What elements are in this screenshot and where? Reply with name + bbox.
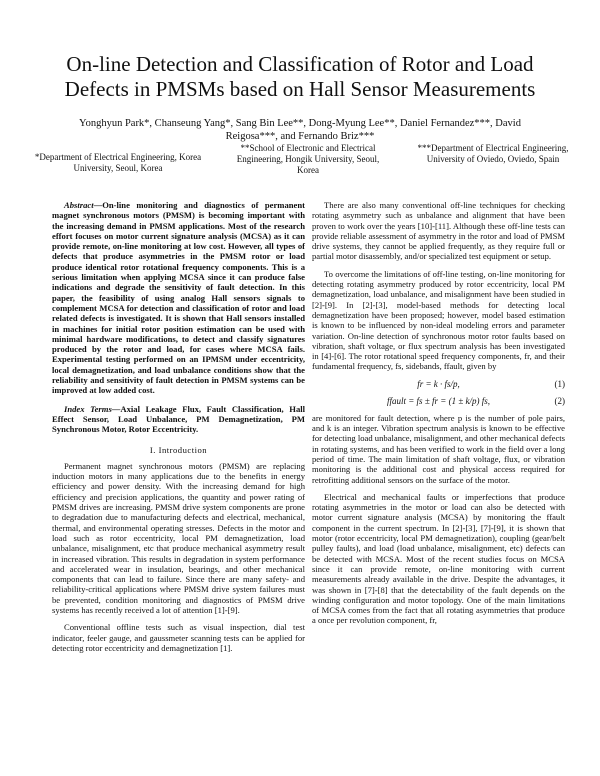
author-list: Yonghyun Park*, Chanseung Yang*, Sang Bin Lee**, Dong-Myung Lee**, Daniel Fernandez***, David Reigosa***, and Fernando Briz*** — [79, 118, 521, 142]
equation-expression: fr = k · fs/p, — [417, 378, 460, 389]
equation-2 — [312, 396, 565, 411]
equation-expression: ffault = fs ± fr = (1 ± k/p) fs, — [386, 395, 491, 406]
body-paragraph: Conventional offline tests such as visual inspection, dial test indicator, feeler gauge, and gaussmeter scanning tests can be applied for detecting rotor eccentricity and demagnetization [1]. — [52, 622, 305, 653]
affiliation-2: **School of Electronic and Electrical Engineering, Hongik University, Seoul, Korea — [236, 143, 380, 175]
equation-number: (2) — [554, 395, 565, 406]
affiliation-1: *Department of Electrical Engineering, Korea University, Seoul, Korea — [34, 152, 202, 173]
index-terms-text: Axial Leakage Flux, Fault Classification, Hall Effect Sensor, Load Unbalance, PM Demagnetization, PM Synchronous Motor, Rotor Eccentricity. — [52, 403, 306, 435]
affiliation-3: ***Department of Electrical Engineering, University of Oviedo, Oviedo, Spain — [417, 143, 569, 164]
right-column — [312, 200, 565, 633]
index-terms-lead: Index Terms— — [64, 403, 121, 414]
paper-title: On-line Detection and Classification of Rotor and Load Defects in PMSMs based on Hall Sensor Measurements — [64, 52, 536, 101]
index-terms — [52, 404, 305, 435]
left-column — [52, 200, 305, 660]
section-heading-introduction: I. Introduction — [149, 444, 208, 455]
body-paragraph: are monitored for fault detection, where p is the number of pole pairs, and k is an integer. Vibration spectrum analysis is known to be effective for detecting load unbalance, misalignment, and other mechanical defects in rotating systems, and has been verified to work in the field over a long period of time. The main limitation of shaft voltage, flux, or vibration monitoring is the additional cost and physical access required for retrofitting additional sensors on the surface of the motor. — [312, 412, 565, 485]
body-paragraph: There are also many conventional off-line techniques for checking rotating asymmetry such as unbalance and alignment that have been proven to work over the years [10]-[11]. Although these off-line tests can provide reliable assessment of asymmetry in the rotor and load of PMSM drive systems, they cannot be applied frequently, as they require full or partial motor disassembly, and/or specialized test equipment or setup. — [312, 200, 565, 262]
abstract-text: On-line monitoring and diagnostics of permanent magnet synchronous motors (PMSM) is becoming important with the increasing demand in PMSM applications. Most of the research effort focuses on motor current signature analysis (MCSA) as it can provide remote, on-line monitoring at low cost. However, all types of defects that produce asymmetries in the PMSM rotor or load produce identical rotor rotational frequency components. This is a serious limitation when applying MCSA since it can produce false indications and degrade the sensitivity of fault detection. In this paper, the feasibility of using analog Hall sensors signals to complement MCSA for detection and classification of rotor and load related defects is investigated. It is shown that Hall sensors installed in machines for initial rotor position estimation can be used with minimal hardware modifications, to detect and classify signatures produced by the rotor and load, for cases where MCSA fails. Experimental testing performed on an IPMSM under eccentricity, local demagnetization, and load unbalance conditions show that the reliability and sensitivity of fault detection in PMSM systems can be improved at low added cost. — [52, 200, 305, 396]
body-paragraph: To overcome the limitations of off-line testing, on-line monitoring for detecting rotating asymmetry produced by rotor eccentricity, local PM demagnetization, load unbalance, and misalignment have been studied in [2]-[9]. In [2]-[3], model-based methods for detecting local demagnetization have been proposed; however, model based estimation is known to be influenced by non-ideal modeling errors and parameter variation. On-line detection of synchronous motor rotor faults based on vibration, shaft voltage, or flux spectrum analysis has been investigated in [4]-[6]. The rotor rotational speed frequency components, fr, and their fundamental frequency, fs, sidebands, ffault, given by — [312, 268, 565, 372]
equation-1 — [312, 379, 565, 394]
abstract — [52, 200, 305, 396]
abstract-lead: Abstract— — [64, 200, 103, 210]
body-paragraph: Electrical and mechanical faults or imperfections that produce rotating asymmetries in the motor or load can also be detected with motor current signature analysis (MCSA) by monitoring the ffault component in the current spectrum. In [2]-[3], [7]-[9], it is shown that motor (rotor eccentricity, local PM demagnetization), coupling (gear/belt pulley faults), and load (load unbalance, misalignment, etc) defects can be detected with MCSA. Most of the recent studies focus on MCSA since it can provide remote, on-line monitoring with current measurements already available in the drive. Despite the advantages, it was shown in [7]-[8] that the detectability of the fault depends on the winding configuration and motor topology. One of the main limitations of MCSA comes from the fact that all rotating asymmetries that produce a once per revolution component, fr, — [312, 491, 565, 626]
body-paragraph: Permanent magnet synchronous motors (PMSM) are replacing induction motors in many applications due to the benefits in energy efficiency and power density. With the increasing demand for high efficiency and precision applications, the quantity and power rating of PMSM drives are increasing. PMSM drive system components are prone to degradation due to manufacturing defects and electrical, mechanical, thermal, and environmental operating stresses. Defects in the motor and load such as rotor eccentricity, local PM demagnetization, load unbalance, misalignment, etc that produce mechanical asymmetry result in increased vibration. This results in degradation in system performance and accelerated wear in insulation, bearings, and other mechanical components that can lead to failure. Since there are many safety- and reliability-critical applications where PMSM drive system failures must be prevented, condition monitoring and diagnostics of PMSM drive systems has recently received a lot of attention [1]-[9]. — [52, 460, 305, 615]
equation-number: (1) — [554, 378, 565, 389]
